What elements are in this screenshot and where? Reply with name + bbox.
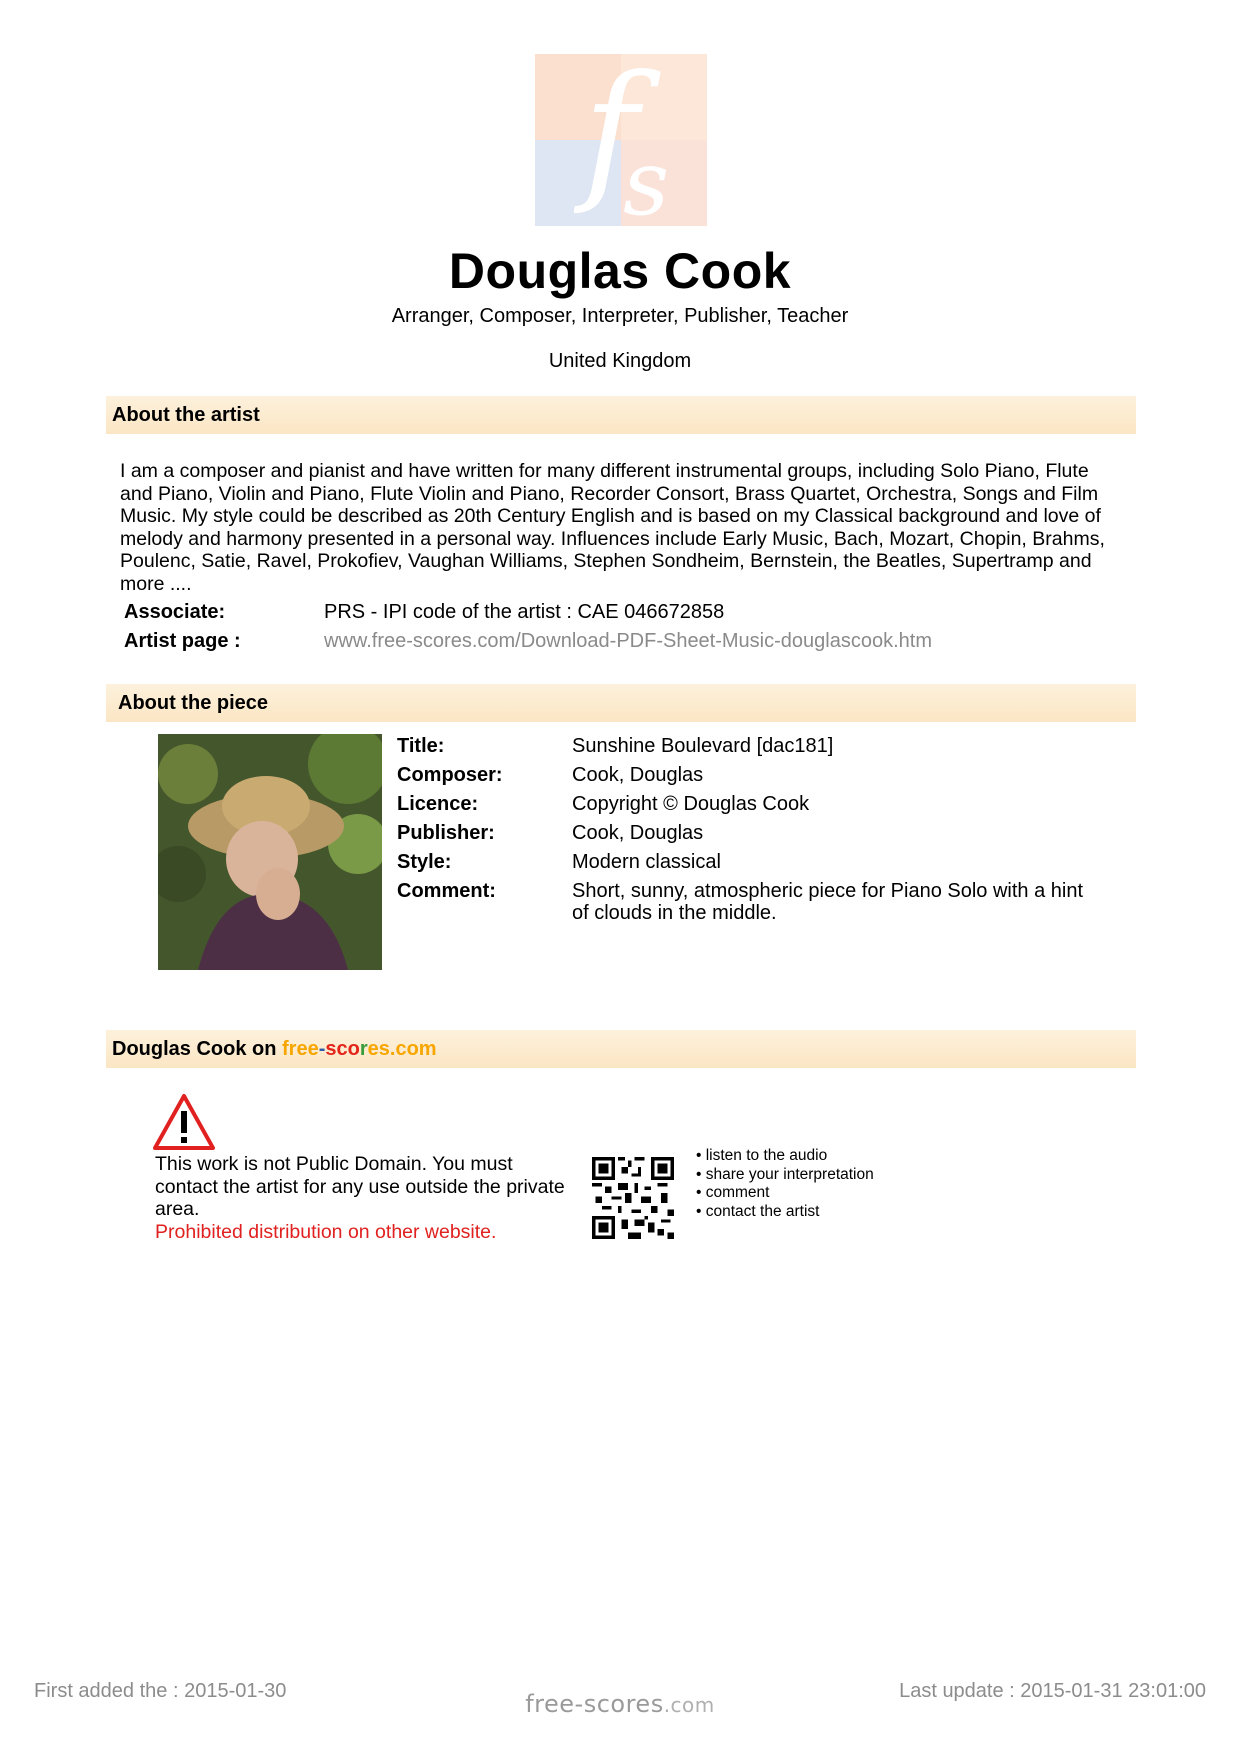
artist-page-label: Artist page : [124, 630, 241, 652]
brand-part: es [367, 1038, 390, 1060]
about-piece-heading: About the piece [106, 684, 1136, 722]
piece-details [397, 735, 1117, 924]
brand-part: .com [389, 1038, 437, 1060]
artist-page-link[interactable]: www.free-scores.com/Download-PDF-Sheet-Music-douglascook.htm [324, 630, 932, 652]
piece-label: Title: [397, 735, 445, 757]
feature-share: • share your interpretation [696, 1166, 874, 1185]
fs-logo-icon [535, 54, 707, 226]
last-update-date: Last update : 2015-01-31 23:01:00 [899, 1680, 1206, 1702]
on-site-heading-prefix: Douglas Cook on [112, 1038, 282, 1060]
piece-value: Copyright © Douglas Cook [572, 793, 810, 815]
about-artist-heading: About the artist [106, 396, 1136, 434]
associate-value: PRS - IPI code of the artist : CAE 046672858 [324, 601, 725, 623]
svg-text:f: f [583, 54, 639, 218]
licence-warning [155, 1153, 575, 1243]
footer-brand-domain: .com [663, 1693, 715, 1717]
piece-label: Comment: [397, 880, 496, 902]
feature-listen: • listen to the audio [696, 1147, 874, 1166]
piece-value: Cook, Douglas [572, 764, 704, 786]
artist-country: United Kingdom [548, 350, 692, 372]
prohibited-distribution-text: Prohibited distribution on other website. [155, 1220, 497, 1243]
brand-part: free [282, 1038, 319, 1060]
first-added-date: First added the : 2015-01-30 [34, 1680, 287, 1702]
associate-label: Associate: [124, 601, 226, 623]
brand-part: - [318, 1038, 326, 1060]
piece-row-composer [397, 764, 1117, 793]
piece-value: Modern classical [572, 851, 721, 873]
svg-text:s: s [623, 131, 670, 226]
footer-brand-name: free-scores [525, 1690, 664, 1718]
artist-name: Douglas Cook [448, 243, 792, 299]
piece-label: Publisher: [397, 822, 495, 844]
feature-comment: • comment [696, 1184, 874, 1203]
piece-row-publisher [397, 822, 1117, 851]
piece-row-licence [397, 793, 1117, 822]
brand-part: r [359, 1038, 368, 1060]
piece-value: Cook, Douglas [572, 822, 704, 844]
footer-brand-logo [0, 1690, 1240, 1718]
about-artist-text: I am a composer and pianist and have written for many different instrumental groups, including Solo Piano, Flute and Piano, Violin and Piano, Flute Violin and Piano, Recorder Consort, Brass Quartet, Orchestra, Songs and Film Music. My style could be described as 20th Century English and is based on my Classical background and love of melody and harmony presented in a personal way. Influences include Early Music, Bach, Mozart, Chopin, Brahms, Poulenc, Satie, Ravel, Prokofiev, Vaughan Williams, Stephen Sondheim, Bernstein, the Beatles, Supertramp and more .... [120, 460, 1105, 595]
site-features-list [696, 1147, 874, 1221]
feature-contact: • contact the artist [696, 1203, 874, 1222]
warning-icon [152, 1093, 216, 1151]
brand-part: sco [325, 1038, 360, 1060]
piece-row-title [397, 735, 1117, 764]
free-scores-brand[interactable] [282, 1038, 437, 1060]
piece-value: Sunshine Boulevard [dac181] [572, 735, 834, 757]
piece-row-style [397, 851, 1117, 880]
piece-value: Short, sunny, atmospheric piece for Piano Solo with a hint of clouds in the middle. [572, 880, 1084, 924]
piece-label: Style: [397, 851, 452, 873]
warning-text: This work is not Public Domain. You must contact the artist for any use outside the private area. [155, 1153, 565, 1220]
piece-label: Composer: [397, 764, 503, 786]
artist-photo [158, 734, 382, 970]
piece-label: Licence: [397, 793, 479, 815]
artist-roles: Arranger, Composer, Interpreter, Publisher, Teacher [391, 305, 849, 327]
on-site-heading [106, 1030, 1136, 1068]
qr-code-icon[interactable] [592, 1157, 674, 1239]
piece-row-comment [397, 880, 1117, 924]
